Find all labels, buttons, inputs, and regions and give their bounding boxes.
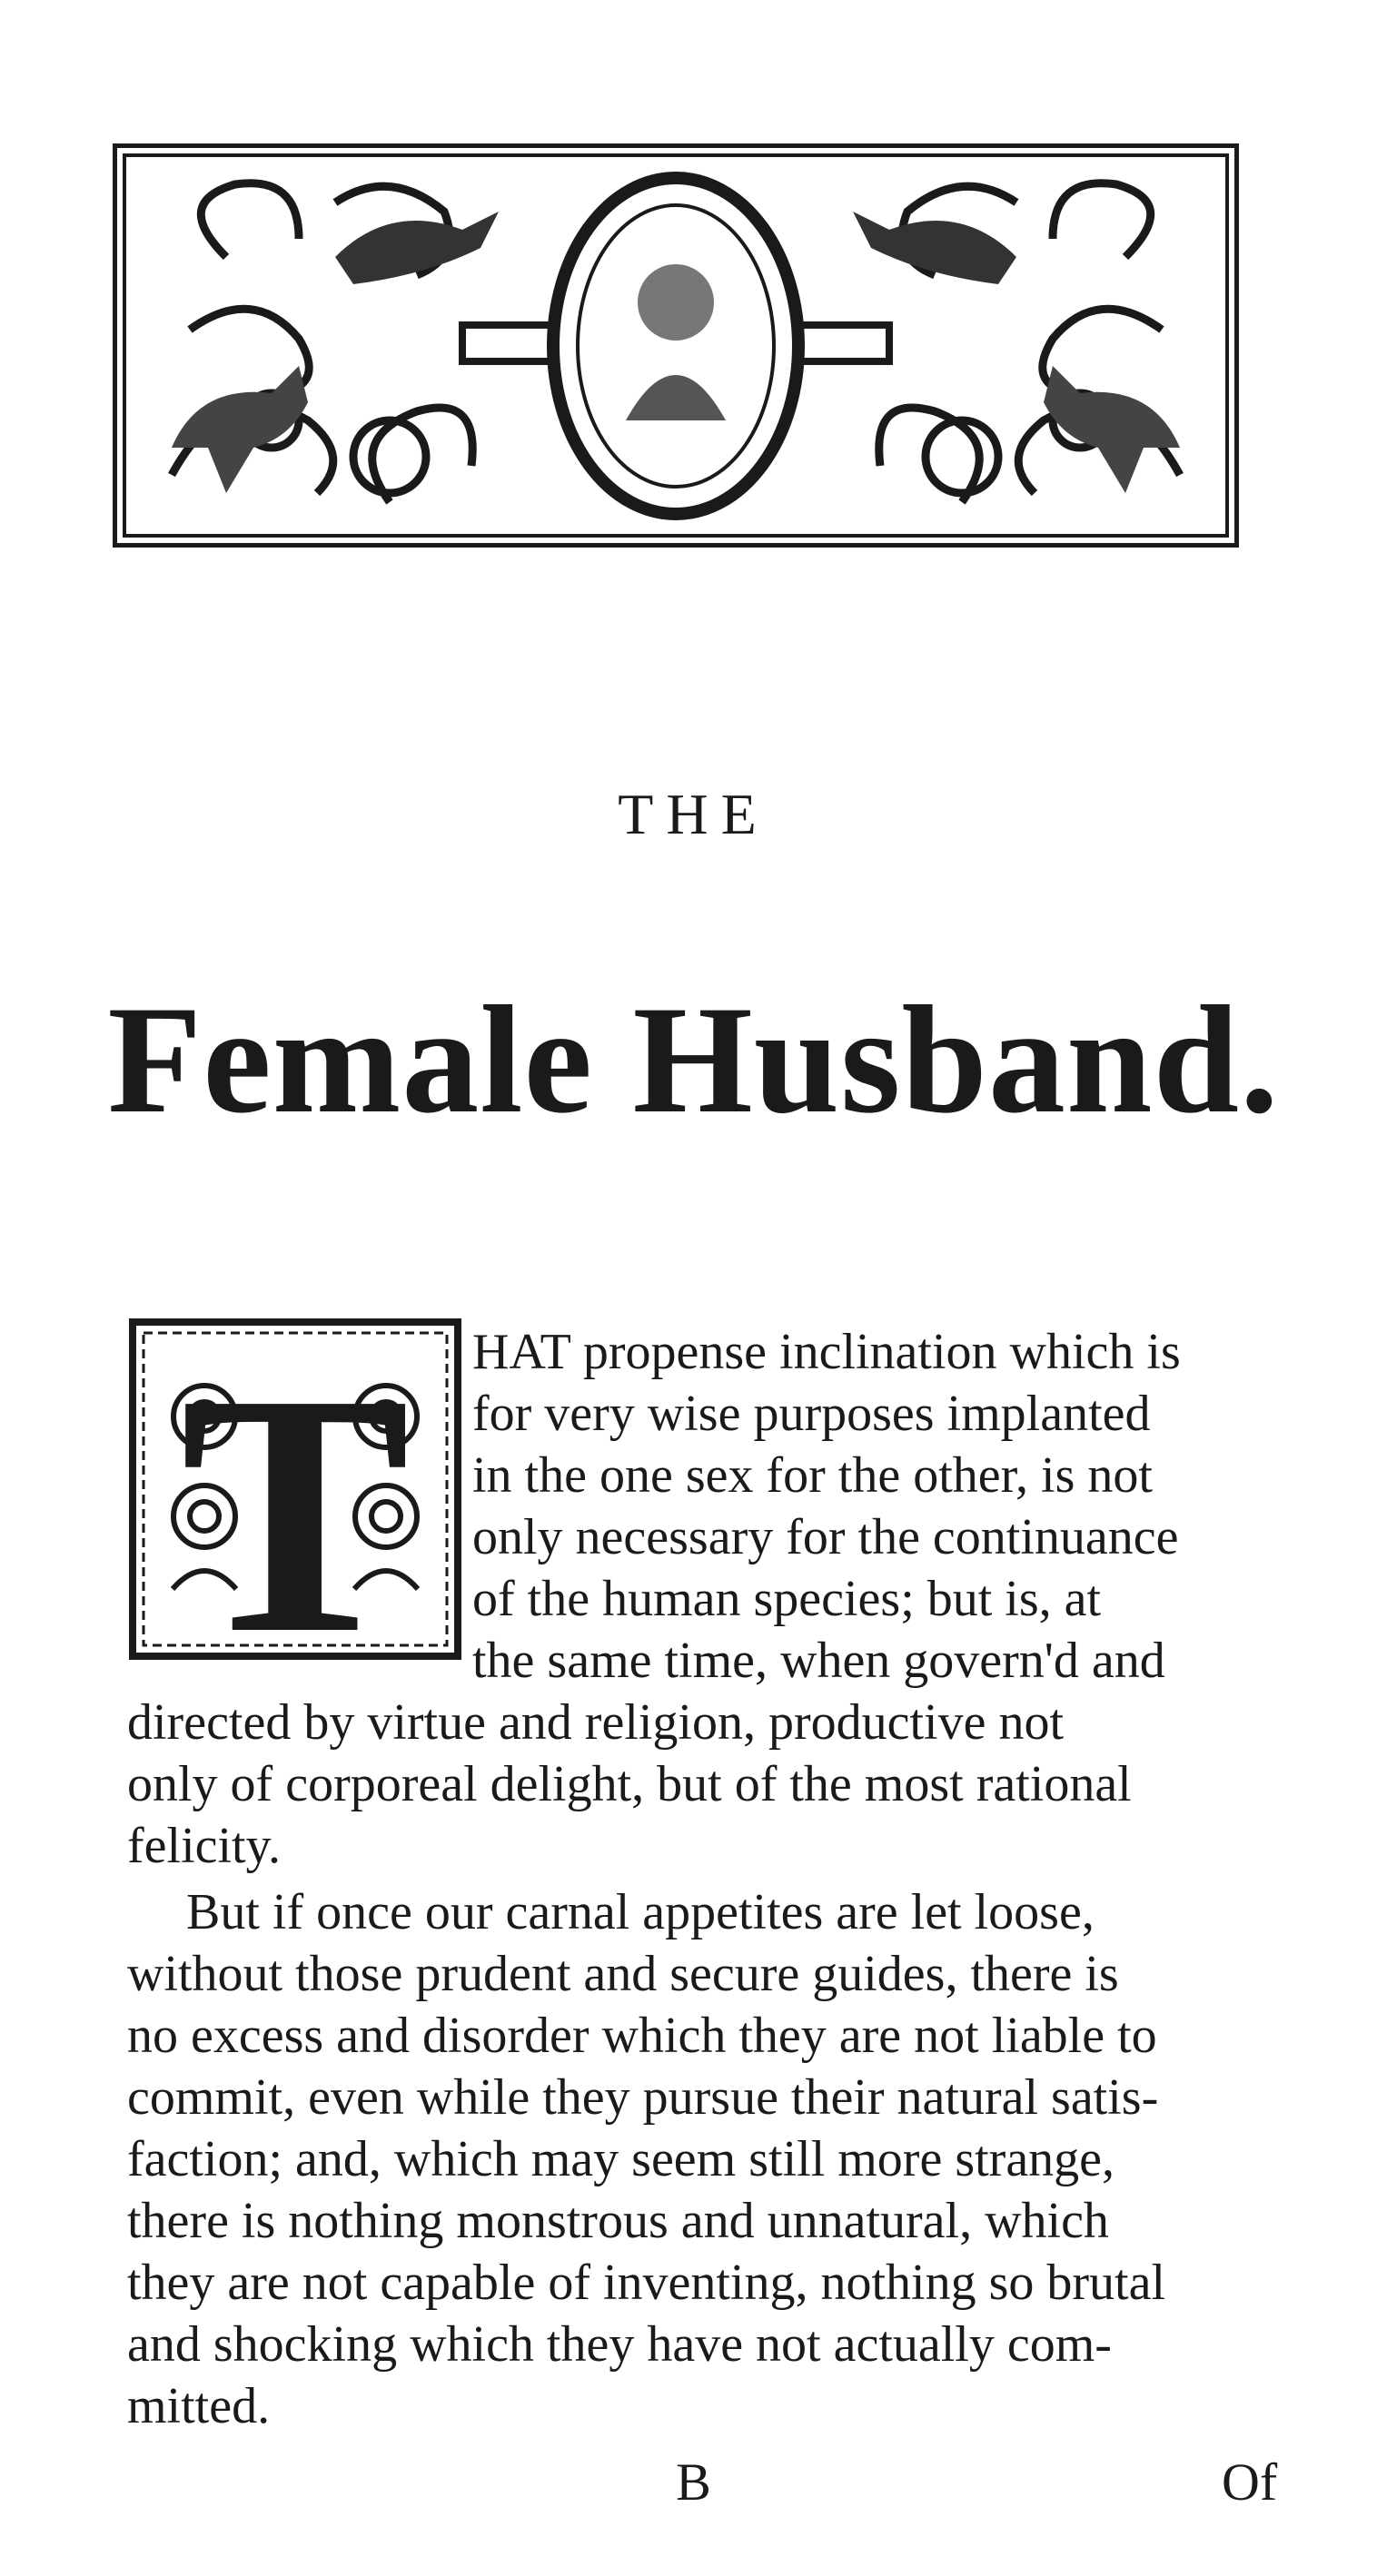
text-line: and shocking which they have not actually com- [127,2316,1112,2373]
text-line: directed by virtue and religion, productive not [127,1694,1065,1751]
ornamental-initial-icon [127,1317,463,1662]
text-line: of the human species; but is, at [472,1571,1102,1627]
signature-mark: B [676,2453,711,2512]
text-line: mitted. [127,2378,271,2434]
text-line: they are not capable of inventing, nothing so brutal [127,2255,1166,2311]
headpiece-ornament [113,143,1239,548]
text-line: only of corporeal delight, but of the most rational [127,1756,1132,1812]
text-line: commit, even while they pursue their natural satis- [127,2069,1159,2126]
text-line: there is nothing monstrous and unnatural, which [127,2193,1109,2249]
title-pre: THE [618,782,769,846]
text-line: felicity. [127,1818,281,1874]
text-line: the same time, when govern'd and [472,1633,1165,1689]
dropcap-letter: T [180,1323,411,1662]
scrollwork-ornament-icon [117,148,1234,543]
text-line: in the one sex for the other, is not [472,1447,1153,1504]
text-line: without those prudent and secure guides, there is [127,1946,1119,2002]
text-line: HAT propense inclination which is [472,1324,1181,1380]
catchword: Of [1222,2453,1278,2512]
text-line: only necessary for the continuance [472,1509,1179,1565]
text-line: for very wise purposes implanted [472,1386,1151,1442]
drop-capital [127,1317,463,1662]
text-line: But if once our carnal appetites are let loose, [186,1884,1095,1940]
page-title: Female Husband. [107,974,1280,1145]
text-line: no excess and disorder which they are not liable to [127,2008,1157,2064]
text-line: faction; and, which may seem still more strange, [127,2131,1115,2187]
